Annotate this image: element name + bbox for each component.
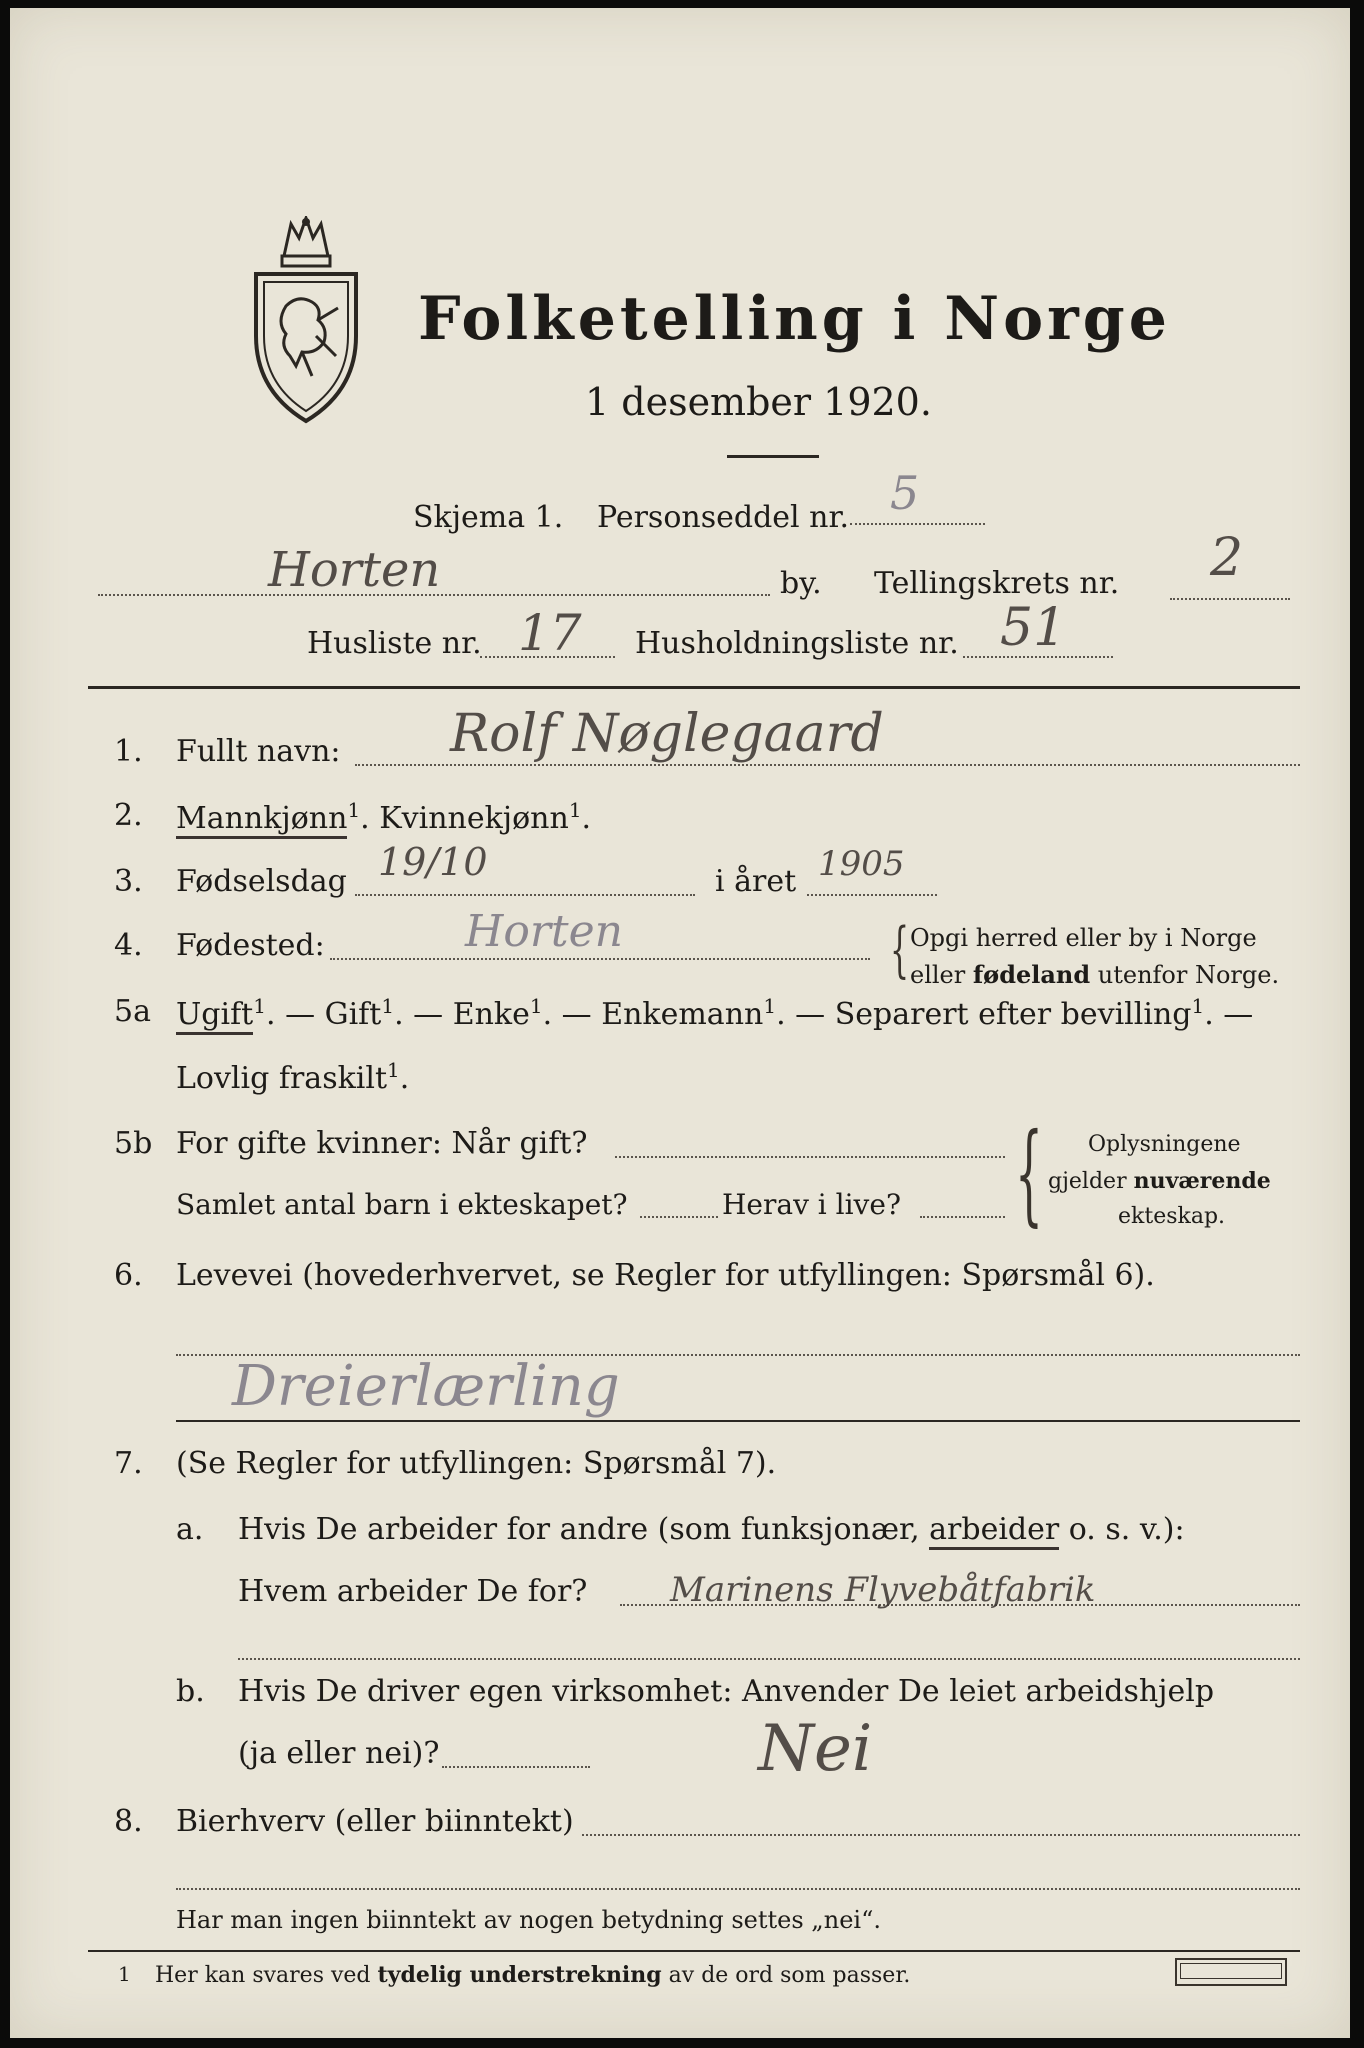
q8-number: 8. xyxy=(114,1804,143,1839)
q7b-line-2: (ja eller nei)? xyxy=(238,1736,440,1771)
personseddel-label: Personseddel nr. xyxy=(597,500,850,535)
q4-note-1: Opgi herred eller by i Norge xyxy=(910,924,1257,952)
footer-text-post: av de ord som passer. xyxy=(661,1963,911,1988)
q7a-line-2: Hvem arbeider De for? xyxy=(238,1574,588,1609)
printer-stamp xyxy=(1175,1958,1287,1986)
q5a-sep-4: — xyxy=(785,997,835,1032)
q3-year-value: 1905 xyxy=(818,844,905,884)
q4-note-2 xyxy=(910,960,1279,989)
q7a-dots-2 xyxy=(238,1658,1300,1660)
q2-male-sup: 1 xyxy=(347,798,361,822)
by-value: Horten xyxy=(268,542,441,598)
q5a-enke-option[interactable]: Enke xyxy=(452,997,530,1032)
q3-year-label: i året xyxy=(715,864,797,899)
q5a-sup-6: 1 xyxy=(387,1058,400,1082)
q4-value: Horten xyxy=(465,906,623,957)
footer-divider xyxy=(88,1950,1300,1952)
q3-year-dots xyxy=(807,894,937,896)
form-title: Folketelling i Norge xyxy=(418,284,1171,354)
title-divider xyxy=(727,455,819,458)
husliste-value: 17 xyxy=(518,604,582,662)
q5a-sep-3: — xyxy=(552,997,602,1032)
q7a-line-1-pre: Hvis De arbeider for andre (som funksjonær, xyxy=(238,1512,930,1547)
form-date: 1 desember 1920. xyxy=(585,380,932,424)
q7b-value: Nei xyxy=(758,1712,873,1786)
q2-male-option[interactable]: Mannkjønn xyxy=(176,801,347,839)
personseddel-value: 5 xyxy=(890,466,920,520)
q5b-live-dots xyxy=(920,1216,1005,1218)
footer-marker: 1 xyxy=(118,1962,131,1986)
q6-value: Dreierlærling xyxy=(232,1354,620,1419)
personseddel-dots xyxy=(850,523,985,525)
q2-female-option[interactable]: Kvinnekjønn xyxy=(379,801,569,836)
q5a-sep-5: — xyxy=(1213,997,1254,1032)
q1-label: Fullt navn: xyxy=(176,734,341,769)
q4-note-2-bold: fødeland xyxy=(972,960,1091,989)
q8-label: Bierhverv (eller biinntekt) xyxy=(176,1804,574,1839)
q5a-sup-4: 1 xyxy=(763,994,777,1018)
q6-number: 6. xyxy=(114,1258,143,1293)
q5a-sep-1: — xyxy=(275,997,325,1032)
tellingskrets-label: Tellingskrets nr. xyxy=(874,566,1120,601)
header-divider xyxy=(88,686,1300,689)
q5a-ugift-option[interactable]: Ugift xyxy=(176,997,253,1035)
q1-value: Rolf Nøglegaard xyxy=(450,704,884,764)
q5b-brace: { xyxy=(1015,1109,1043,1237)
q4-note-2-post: utenfor Norge. xyxy=(1090,961,1280,989)
husholdningsliste-value: 51 xyxy=(1000,598,1067,658)
q5a-fraskilt-option[interactable]: Lovlig fraskilt xyxy=(176,1061,388,1096)
q5b-label-2: Samlet antal barn i ekteskapet? xyxy=(176,1188,628,1221)
coat-of-arms-icon xyxy=(246,216,366,426)
footer-text xyxy=(155,1962,910,1988)
q3-day-dots xyxy=(355,894,695,896)
q4-number: 4. xyxy=(114,928,143,963)
q8-note: Har man ingen biinntekt av nogen betydning settes „nei“. xyxy=(176,1906,881,1934)
skjema-label: Skjema 1. xyxy=(413,500,564,535)
q5a-enkemann-option[interactable]: Enkemann xyxy=(601,997,764,1032)
q4-note-2-pre: eller xyxy=(910,961,973,989)
q3-number: 3. xyxy=(114,864,143,899)
by-label: by. xyxy=(780,566,822,601)
q8-dots-2 xyxy=(176,1888,1300,1890)
q5a-separert-option[interactable]: Separert efter bevilling xyxy=(834,997,1192,1032)
q4-brace: { xyxy=(890,915,910,985)
q7b-line-1: Hvis De driver egen virksomhet: Anvender De leiet arbeidshjelp xyxy=(238,1674,1215,1709)
q5a-number: 5a xyxy=(114,994,151,1029)
q5a-sup-3: 1 xyxy=(529,994,543,1018)
q5b-note-3: ekteskap. xyxy=(1118,1204,1226,1229)
husliste-label: Husliste nr. xyxy=(307,626,482,661)
q5b-barn-dots xyxy=(640,1216,718,1218)
q2-number: 2. xyxy=(114,798,143,833)
q5b-label-3: Herav i live? xyxy=(722,1188,901,1221)
q5b-note-2-pre: gjelder xyxy=(1048,1169,1134,1194)
q7a-line-1-post: o. s. v.): xyxy=(1059,1512,1185,1547)
q5a-options-line-1: Ugift$^1$. — Gift$^1$. — Enke$^1$. — Enkemann$^1$. — Separert efter bevilling$^1$. — xyxy=(176,994,1253,1032)
q5b-note-1: Oplysningene xyxy=(1088,1132,1241,1157)
q7a-value: Marinens Flyvebåtfabrik xyxy=(670,1570,1096,1610)
q5b-number: 5b xyxy=(114,1126,153,1161)
census-form-page xyxy=(10,8,1350,2038)
q6-line-2 xyxy=(176,1420,1300,1422)
q5b-gift-dots xyxy=(615,1156,1005,1158)
q5a-sup-1: 1 xyxy=(253,994,266,1018)
q5b-note-2-bold: nuværende xyxy=(1133,1168,1271,1194)
q7a-arbeider-option[interactable]: arbeider xyxy=(929,1512,1059,1550)
q5b-note-2 xyxy=(1048,1168,1271,1194)
q3-label: Fødselsdag xyxy=(176,864,347,899)
footer-text-bold: tydelig understrekning xyxy=(377,1962,662,1988)
q7a-line-1 xyxy=(238,1512,1185,1547)
q5a-options-line-2: Lovlig fraskilt$^1$. xyxy=(176,1058,410,1096)
q7-number: 7. xyxy=(114,1446,143,1481)
q5a-sup-2: 1 xyxy=(381,994,395,1018)
q4-dots xyxy=(330,958,870,960)
q7-label: (Se Regler for utfyllingen: Spørsmål 7). xyxy=(176,1446,777,1481)
q1-number: 1. xyxy=(114,734,143,769)
q5b-label-1: For gifte kvinner: Når gift? xyxy=(176,1126,588,1161)
q2-dot-2: . xyxy=(581,801,592,836)
q2-female-sup: 1 xyxy=(568,798,582,822)
q8-dots xyxy=(582,1834,1300,1836)
q7b-dots xyxy=(442,1766,590,1768)
q1-dots xyxy=(355,764,1300,766)
q3-day-value: 19/10 xyxy=(378,840,488,884)
q2-options xyxy=(176,798,591,836)
q5a-gift-option[interactable]: Gift xyxy=(324,997,382,1032)
tellingskrets-dots xyxy=(1170,598,1290,600)
q5a-sup-5: 1 xyxy=(1191,994,1205,1018)
q7b-letter: b. xyxy=(176,1674,205,1709)
footer-text-pre: Her kan svares ved xyxy=(155,1963,378,1988)
q2-dot: . xyxy=(360,801,370,836)
q4-label: Fødested: xyxy=(176,928,325,963)
husholdningsliste-label: Husholdningsliste nr. xyxy=(635,626,959,661)
q6-label: Levevei (hovederhvervet, se Regler for utfyllingen: Spørsmål 6). xyxy=(176,1258,1155,1293)
q5a-sep-2: — xyxy=(403,997,453,1032)
tellingskrets-value: 2 xyxy=(1210,528,1244,588)
q7a-letter: a. xyxy=(176,1512,204,1547)
